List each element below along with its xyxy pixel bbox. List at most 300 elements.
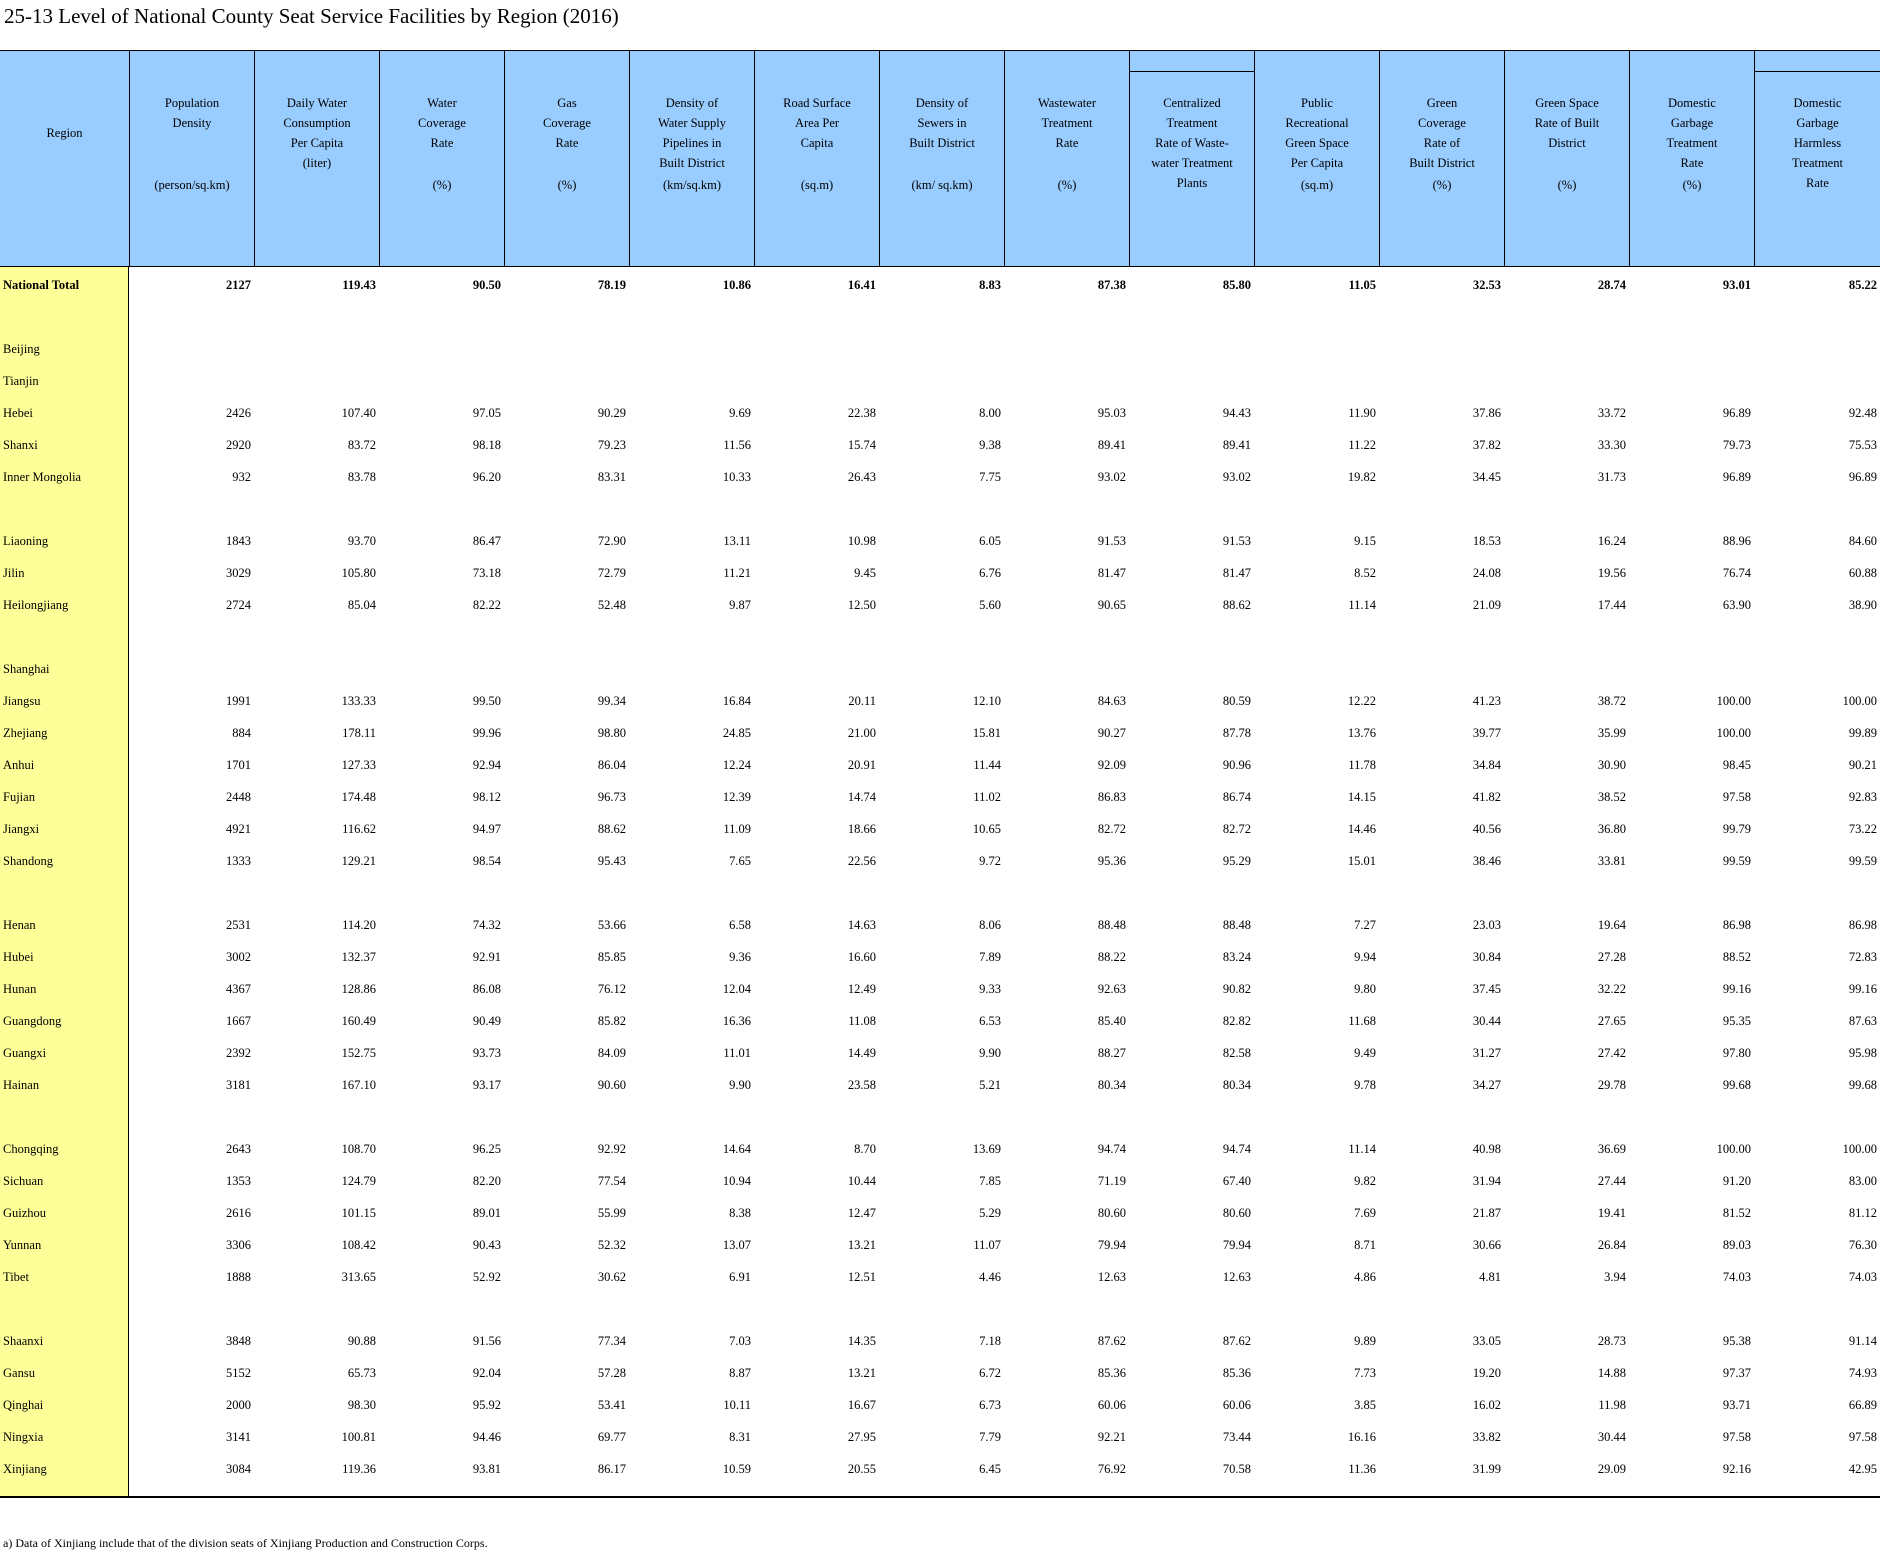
cell-sewer-density: 5.60 bbox=[979, 598, 1001, 612]
cell-green-space: 15.01 bbox=[1347, 854, 1376, 868]
cell-green-space: 11.78 bbox=[1348, 758, 1376, 772]
cell-sewer-density: 7.75 bbox=[979, 470, 1001, 484]
cell-green-space-rate: 28.73 bbox=[1597, 1334, 1626, 1348]
cell-sewer-density: 7.89 bbox=[979, 950, 1001, 964]
cell-road-area: 14.35 bbox=[847, 1334, 876, 1348]
cell-garbage-rate: 99.79 bbox=[1722, 822, 1751, 836]
cell-garbage-harmless: 95.98 bbox=[1848, 1046, 1877, 1060]
cell-garbage-rate: 93.01 bbox=[1722, 278, 1751, 292]
cell-centralized-rate: 87.62 bbox=[1222, 1334, 1251, 1348]
cell-garbage-harmless: 99.68 bbox=[1848, 1078, 1877, 1092]
region-label: Gansu bbox=[3, 1366, 35, 1380]
cell-water-pipe-density: 10.86 bbox=[722, 278, 751, 292]
cell-garbage-rate: 79.73 bbox=[1722, 438, 1751, 452]
cell-water-pipe-density: 10.94 bbox=[722, 1174, 751, 1188]
cell-green-space-rate: 3.94 bbox=[1604, 1270, 1626, 1284]
cell-garbage-harmless: 76.30 bbox=[1848, 1238, 1877, 1252]
cell-green-space-rate: 28.74 bbox=[1597, 278, 1626, 292]
cell-green-coverage: 31.27 bbox=[1472, 1046, 1501, 1060]
region-label: Shanghai bbox=[3, 662, 50, 676]
cell-pop-density: 3306 bbox=[226, 1238, 251, 1252]
column-header-pop-density bbox=[129, 51, 254, 266]
cell-sewer-density: 8.00 bbox=[979, 406, 1001, 420]
table-row bbox=[0, 333, 1880, 365]
table-row bbox=[0, 909, 1880, 941]
cell-sewer-density: 6.72 bbox=[979, 1366, 1001, 1380]
cell-pop-density: 2643 bbox=[226, 1142, 251, 1156]
region-label: Jiangsu bbox=[3, 694, 41, 708]
region-label: Chongqing bbox=[3, 1142, 59, 1156]
cell-wastewater-rate: 80.34 bbox=[1097, 1078, 1126, 1092]
table-row bbox=[0, 1133, 1880, 1165]
cell-sewer-density: 10.65 bbox=[972, 822, 1001, 836]
cell-green-coverage: 40.56 bbox=[1472, 822, 1501, 836]
cell-road-area: 13.21 bbox=[847, 1238, 876, 1252]
cell-garbage-harmless: 72.83 bbox=[1848, 950, 1877, 964]
column-header-unit: (km/sq.km) bbox=[663, 178, 721, 192]
cell-garbage-rate: 93.71 bbox=[1722, 1398, 1751, 1412]
cell-water-coverage: 82.22 bbox=[472, 598, 501, 612]
table-body bbox=[0, 267, 1880, 1498]
cell-green-coverage: 23.03 bbox=[1472, 918, 1501, 932]
cell-gas-coverage: 84.09 bbox=[597, 1046, 626, 1060]
column-header-garbage-rate bbox=[1629, 51, 1754, 266]
cell-pop-density: 1701 bbox=[226, 758, 251, 772]
cell-green-coverage: 40.98 bbox=[1472, 1142, 1501, 1156]
cell-green-coverage: 34.84 bbox=[1472, 758, 1501, 772]
table-row bbox=[0, 717, 1880, 749]
cell-road-area: 26.43 bbox=[847, 470, 876, 484]
cell-water-pipe-density: 11.56 bbox=[723, 438, 751, 452]
cell-centralized-rate: 80.60 bbox=[1222, 1206, 1251, 1220]
cell-garbage-harmless: 100.00 bbox=[1842, 694, 1877, 708]
cell-gas-coverage: 72.90 bbox=[597, 534, 626, 548]
cell-garbage-rate: 74.03 bbox=[1722, 1270, 1751, 1284]
cell-wastewater-rate: 92.21 bbox=[1097, 1430, 1126, 1444]
cell-green-space-rate: 14.88 bbox=[1597, 1366, 1626, 1380]
cell-garbage-harmless: 96.89 bbox=[1848, 470, 1877, 484]
column-header-unit: (%) bbox=[1682, 178, 1702, 192]
cell-road-area: 18.66 bbox=[847, 822, 876, 836]
cell-green-space: 9.78 bbox=[1354, 1078, 1376, 1092]
cell-sewer-density: 11.44 bbox=[973, 758, 1001, 772]
cell-garbage-rate: 99.16 bbox=[1722, 982, 1751, 996]
cell-gas-coverage: 69.77 bbox=[597, 1430, 626, 1444]
cell-pop-density: 3181 bbox=[226, 1078, 251, 1092]
cell-pop-density: 1991 bbox=[226, 694, 251, 708]
cell-sewer-density: 7.18 bbox=[979, 1334, 1001, 1348]
cell-green-space-rate: 27.28 bbox=[1597, 950, 1626, 964]
cell-sewer-density: 11.07 bbox=[973, 1238, 1001, 1252]
cell-road-area: 14.63 bbox=[847, 918, 876, 932]
cell-water-coverage: 98.18 bbox=[472, 438, 501, 452]
cell-water-coverage: 91.56 bbox=[472, 1334, 501, 1348]
cell-green-coverage: 24.08 bbox=[1472, 566, 1501, 580]
cell-water-consumption: 313.65 bbox=[341, 1270, 376, 1284]
cell-garbage-harmless: 84.60 bbox=[1848, 534, 1877, 548]
cell-water-consumption: 90.88 bbox=[347, 1334, 376, 1348]
cell-gas-coverage: 83.31 bbox=[597, 470, 626, 484]
cell-wastewater-rate: 94.74 bbox=[1097, 1142, 1126, 1156]
cell-green-coverage: 37.86 bbox=[1472, 406, 1501, 420]
cell-sewer-density: 7.79 bbox=[979, 1430, 1001, 1444]
region-label: Hunan bbox=[3, 982, 37, 996]
cell-centralized-rate: 82.58 bbox=[1222, 1046, 1251, 1060]
region-label: Hubei bbox=[3, 950, 34, 964]
column-header-label: Public Recreational Green Space Per Capita bbox=[1285, 96, 1349, 170]
cell-water-coverage: 99.50 bbox=[472, 694, 501, 708]
cell-water-coverage: 89.01 bbox=[472, 1206, 501, 1220]
cell-garbage-rate: 97.37 bbox=[1722, 1366, 1751, 1380]
region-label: Fujian bbox=[3, 790, 35, 804]
table-row bbox=[0, 1165, 1880, 1197]
cell-pop-density: 3002 bbox=[226, 950, 251, 964]
cell-green-space-rate: 30.44 bbox=[1597, 1430, 1626, 1444]
cell-green-coverage: 34.27 bbox=[1472, 1078, 1501, 1092]
cell-green-space-rate: 16.24 bbox=[1597, 534, 1626, 548]
cell-wastewater-rate: 87.62 bbox=[1097, 1334, 1126, 1348]
cell-road-area: 16.67 bbox=[847, 1398, 876, 1412]
column-header-label: Population Density bbox=[164, 96, 220, 130]
column-header-region bbox=[0, 51, 129, 266]
cell-pop-density: 2724 bbox=[226, 598, 251, 612]
cell-garbage-harmless: 99.59 bbox=[1848, 854, 1877, 868]
cell-gas-coverage: 92.92 bbox=[597, 1142, 626, 1156]
cell-pop-density: 1353 bbox=[226, 1174, 251, 1188]
cell-road-area: 11.08 bbox=[848, 1014, 876, 1028]
cell-green-space: 11.14 bbox=[1348, 1142, 1376, 1156]
cell-water-consumption: 178.11 bbox=[342, 726, 376, 740]
cell-sewer-density: 15.81 bbox=[972, 726, 1001, 740]
cell-green-space: 12.22 bbox=[1347, 694, 1376, 708]
cell-centralized-rate: 85.80 bbox=[1222, 278, 1251, 292]
cell-wastewater-rate: 90.65 bbox=[1097, 598, 1126, 612]
cell-garbage-harmless: 97.58 bbox=[1848, 1430, 1877, 1444]
cell-sewer-density: 5.21 bbox=[979, 1078, 1001, 1092]
cell-road-area: 12.47 bbox=[847, 1206, 876, 1220]
cell-water-consumption: 119.36 bbox=[342, 1462, 376, 1476]
cell-garbage-rate: 63.90 bbox=[1722, 598, 1751, 612]
cell-garbage-rate: 96.89 bbox=[1722, 406, 1751, 420]
region-label: Tianjin bbox=[3, 374, 39, 388]
cell-garbage-harmless: 83.00 bbox=[1848, 1174, 1877, 1188]
cell-garbage-rate: 100.00 bbox=[1716, 726, 1751, 740]
cell-garbage-harmless: 87.63 bbox=[1848, 1014, 1877, 1028]
region-label: Hebei bbox=[3, 406, 33, 420]
cell-water-coverage: 86.08 bbox=[472, 982, 501, 996]
table-row bbox=[0, 1453, 1880, 1485]
total-row bbox=[0, 269, 1880, 301]
cell-gas-coverage: 85.82 bbox=[597, 1014, 626, 1028]
table-row bbox=[0, 1037, 1880, 1069]
column-header-unit: (%) bbox=[1057, 178, 1077, 192]
cell-garbage-rate: 99.59 bbox=[1722, 854, 1751, 868]
column-header-water-coverage bbox=[379, 51, 504, 266]
column-header-gas-coverage bbox=[504, 51, 629, 266]
cell-garbage-harmless: 90.21 bbox=[1848, 758, 1877, 772]
cell-water-coverage: 96.25 bbox=[472, 1142, 501, 1156]
cell-centralized-rate: 89.41 bbox=[1222, 438, 1251, 452]
cell-wastewater-rate: 92.63 bbox=[1097, 982, 1126, 996]
cell-pop-density: 2920 bbox=[226, 438, 251, 452]
cell-garbage-harmless: 100.00 bbox=[1842, 1142, 1877, 1156]
column-header-label: Green Coverage Rate of Built District bbox=[1409, 96, 1475, 170]
cell-garbage-rate: 76.74 bbox=[1722, 566, 1751, 580]
table-row bbox=[0, 1229, 1880, 1261]
cell-green-space-rate: 29.78 bbox=[1597, 1078, 1626, 1092]
cell-green-space-rate: 38.52 bbox=[1597, 790, 1626, 804]
cell-green-space: 11.22 bbox=[1348, 438, 1376, 452]
cell-water-pipe-density: 8.87 bbox=[729, 1366, 751, 1380]
table-row bbox=[0, 813, 1880, 845]
cell-pop-density: 2448 bbox=[226, 790, 251, 804]
cell-water-pipe-density: 7.65 bbox=[729, 854, 751, 868]
cell-water-consumption: 116.62 bbox=[342, 822, 376, 836]
cell-wastewater-rate: 85.36 bbox=[1097, 1366, 1126, 1380]
cell-wastewater-rate: 79.94 bbox=[1097, 1238, 1126, 1252]
cell-green-space-rate: 30.90 bbox=[1597, 758, 1626, 772]
cell-water-pipe-density: 24.85 bbox=[722, 726, 751, 740]
cell-wastewater-rate: 81.47 bbox=[1097, 566, 1126, 580]
cell-centralized-rate: 88.48 bbox=[1222, 918, 1251, 932]
cell-road-area: 20.11 bbox=[848, 694, 876, 708]
cell-garbage-rate: 86.98 bbox=[1722, 918, 1751, 932]
cell-road-area: 14.74 bbox=[847, 790, 876, 804]
table-row bbox=[0, 685, 1880, 717]
cell-centralized-rate: 67.40 bbox=[1222, 1174, 1251, 1188]
cell-water-pipe-density: 9.36 bbox=[729, 950, 751, 964]
cell-water-coverage: 73.18 bbox=[472, 566, 501, 580]
cell-centralized-rate: 80.59 bbox=[1222, 694, 1251, 708]
cell-centralized-rate: 80.34 bbox=[1222, 1078, 1251, 1092]
cell-road-area: 20.55 bbox=[847, 1462, 876, 1476]
cell-water-consumption: 124.79 bbox=[341, 1174, 376, 1188]
column-header-label: Density of Water Supply Pipelines in Built District bbox=[657, 96, 727, 170]
cell-gas-coverage: 72.79 bbox=[597, 566, 626, 580]
cell-green-space-rate: 38.72 bbox=[1597, 694, 1626, 708]
column-header-centralized-rate bbox=[1129, 51, 1254, 266]
cell-gas-coverage: 88.62 bbox=[597, 822, 626, 836]
cell-road-area: 21.00 bbox=[847, 726, 876, 740]
region-label: National Total bbox=[3, 278, 80, 292]
cell-sewer-density: 13.69 bbox=[972, 1142, 1001, 1156]
cell-water-coverage: 90.43 bbox=[472, 1238, 501, 1252]
cell-sewer-density: 6.53 bbox=[979, 1014, 1001, 1028]
column-header-label: Region bbox=[46, 126, 83, 140]
cell-pop-density: 3141 bbox=[226, 1430, 251, 1444]
cell-garbage-rate: 100.00 bbox=[1716, 1142, 1751, 1156]
cell-green-space: 14.15 bbox=[1347, 790, 1376, 804]
cell-road-area: 16.60 bbox=[847, 950, 876, 964]
cell-garbage-harmless: 38.90 bbox=[1848, 598, 1877, 612]
cell-water-pipe-density: 8.38 bbox=[729, 1206, 751, 1220]
cell-road-area: 15.74 bbox=[847, 438, 876, 452]
cell-road-area: 14.49 bbox=[847, 1046, 876, 1060]
cell-water-pipe-density: 8.31 bbox=[729, 1430, 751, 1444]
cell-wastewater-rate: 80.60 bbox=[1097, 1206, 1126, 1220]
cell-pop-density: 1333 bbox=[226, 854, 251, 868]
cell-garbage-harmless: 92.48 bbox=[1848, 406, 1877, 420]
cell-water-coverage: 92.04 bbox=[472, 1366, 501, 1380]
cell-green-coverage: 33.05 bbox=[1472, 1334, 1501, 1348]
cell-centralized-rate: 88.62 bbox=[1222, 598, 1251, 612]
cell-pop-density: 3029 bbox=[226, 566, 251, 580]
column-header-unit: (%) bbox=[1557, 178, 1577, 192]
data-table bbox=[0, 50, 1880, 1498]
column-header-water-consumption bbox=[254, 51, 379, 266]
cell-garbage-harmless: 74.93 bbox=[1848, 1366, 1877, 1380]
column-header-unit: (person/sq.km) bbox=[154, 178, 230, 192]
cell-water-pipe-density: 11.21 bbox=[723, 566, 751, 580]
cell-pop-density: 1888 bbox=[226, 1270, 251, 1284]
cell-green-coverage: 31.94 bbox=[1472, 1174, 1501, 1188]
cell-water-pipe-density: 9.69 bbox=[729, 406, 751, 420]
cell-pop-density: 3084 bbox=[226, 1462, 251, 1476]
cell-pop-density: 5152 bbox=[226, 1366, 251, 1380]
cell-water-consumption: 65.73 bbox=[347, 1366, 376, 1380]
cell-green-space: 19.82 bbox=[1347, 470, 1376, 484]
cell-wastewater-rate: 82.72 bbox=[1097, 822, 1126, 836]
cell-water-pipe-density: 16.36 bbox=[722, 1014, 751, 1028]
table-row bbox=[0, 653, 1880, 685]
cell-green-coverage: 21.87 bbox=[1472, 1206, 1501, 1220]
cell-centralized-rate: 90.96 bbox=[1222, 758, 1251, 772]
cell-wastewater-rate: 93.02 bbox=[1097, 470, 1126, 484]
table-row bbox=[0, 1325, 1880, 1357]
cell-green-space: 9.80 bbox=[1354, 982, 1376, 996]
cell-sewer-density: 6.76 bbox=[979, 566, 1001, 580]
cell-water-coverage: 98.54 bbox=[472, 854, 501, 868]
region-label: Jiangxi bbox=[3, 822, 40, 836]
cell-green-space-rate: 31.73 bbox=[1597, 470, 1626, 484]
cell-gas-coverage: 30.62 bbox=[597, 1270, 626, 1284]
cell-garbage-rate: 91.20 bbox=[1722, 1174, 1751, 1188]
cell-garbage-rate: 95.38 bbox=[1722, 1334, 1751, 1348]
cell-green-space-rate: 27.65 bbox=[1597, 1014, 1626, 1028]
cell-green-space-rate: 19.56 bbox=[1597, 566, 1626, 580]
cell-green-space-rate: 19.41 bbox=[1597, 1206, 1626, 1220]
cell-sewer-density: 9.33 bbox=[979, 982, 1001, 996]
cell-gas-coverage: 78.19 bbox=[597, 278, 626, 292]
cell-garbage-harmless: 91.14 bbox=[1848, 1334, 1877, 1348]
region-label: Inner Mongolia bbox=[3, 470, 82, 484]
table-row bbox=[0, 749, 1880, 781]
cell-garbage-rate: 97.58 bbox=[1722, 790, 1751, 804]
cell-green-coverage: 37.45 bbox=[1472, 982, 1501, 996]
cell-water-pipe-density: 14.64 bbox=[722, 1142, 751, 1156]
cell-road-area: 27.95 bbox=[847, 1430, 876, 1444]
table-row bbox=[0, 1069, 1880, 1101]
cell-green-space: 9.49 bbox=[1354, 1046, 1376, 1060]
cell-pop-density: 1843 bbox=[226, 534, 251, 548]
cell-gas-coverage: 55.99 bbox=[597, 1206, 626, 1220]
cell-centralized-rate: 81.47 bbox=[1222, 566, 1251, 580]
cell-green-space-rate: 27.42 bbox=[1597, 1046, 1626, 1060]
region-label: Hainan bbox=[3, 1078, 40, 1092]
cell-water-consumption: 119.43 bbox=[342, 278, 376, 292]
cell-water-consumption: 93.70 bbox=[347, 534, 376, 548]
cell-water-consumption: 114.20 bbox=[342, 918, 376, 932]
cell-garbage-rate: 97.80 bbox=[1722, 1046, 1751, 1060]
region-label: Yunnan bbox=[3, 1238, 42, 1252]
cell-green-coverage: 18.53 bbox=[1472, 534, 1501, 548]
column-header-unit: (sq.m) bbox=[1300, 178, 1334, 192]
cell-road-area: 9.45 bbox=[854, 566, 876, 580]
cell-centralized-rate: 90.82 bbox=[1222, 982, 1251, 996]
cell-green-space: 13.76 bbox=[1347, 726, 1376, 740]
cell-garbage-rate: 95.35 bbox=[1722, 1014, 1751, 1028]
table-row bbox=[0, 781, 1880, 813]
cell-centralized-rate: 94.43 bbox=[1222, 406, 1251, 420]
cell-water-consumption: 152.75 bbox=[341, 1046, 376, 1060]
cell-green-space: 7.73 bbox=[1354, 1366, 1376, 1380]
cell-green-space: 9.89 bbox=[1354, 1334, 1376, 1348]
cell-pop-density: 2000 bbox=[226, 1398, 251, 1412]
cell-green-space-rate: 35.99 bbox=[1597, 726, 1626, 740]
cell-pop-density: 4367 bbox=[226, 982, 251, 996]
cell-water-pipe-density: 11.01 bbox=[723, 1046, 751, 1060]
cell-wastewater-rate: 92.09 bbox=[1097, 758, 1126, 772]
cell-wastewater-rate: 76.92 bbox=[1097, 1462, 1126, 1476]
cell-pop-density: 884 bbox=[232, 726, 251, 740]
cell-green-space: 11.68 bbox=[1348, 1014, 1376, 1028]
table-row bbox=[0, 973, 1880, 1005]
cell-green-space: 11.05 bbox=[1348, 278, 1376, 292]
cell-water-consumption: 174.48 bbox=[341, 790, 376, 804]
cell-sewer-density: 6.73 bbox=[979, 1398, 1001, 1412]
cell-green-coverage: 16.02 bbox=[1472, 1398, 1501, 1412]
column-header-green-coverage bbox=[1379, 51, 1504, 266]
cell-pop-density: 2616 bbox=[226, 1206, 251, 1220]
cell-water-consumption: 160.49 bbox=[341, 1014, 376, 1028]
cell-water-pipe-density: 10.59 bbox=[722, 1462, 751, 1476]
cell-gas-coverage: 53.66 bbox=[597, 918, 626, 932]
cell-centralized-rate: 93.02 bbox=[1222, 470, 1251, 484]
table-row bbox=[0, 429, 1880, 461]
cell-centralized-rate: 73.44 bbox=[1222, 1430, 1251, 1444]
cell-centralized-rate: 94.74 bbox=[1222, 1142, 1251, 1156]
table-title: 25-13 Level of National County Seat Service Facilities by Region (2016) bbox=[4, 4, 619, 28]
cell-sewer-density: 4.46 bbox=[979, 1270, 1001, 1284]
cell-centralized-rate: 87.78 bbox=[1222, 726, 1251, 740]
cell-road-area: 12.49 bbox=[847, 982, 876, 996]
cell-pop-density: 2392 bbox=[226, 1046, 251, 1060]
cell-water-pipe-density: 13.11 bbox=[723, 534, 751, 548]
cell-garbage-rate: 89.03 bbox=[1722, 1238, 1751, 1252]
cell-water-consumption: 105.80 bbox=[341, 566, 376, 580]
cell-water-pipe-density: 10.33 bbox=[722, 470, 751, 484]
cell-gas-coverage: 77.54 bbox=[597, 1174, 626, 1188]
cell-pop-density: 4921 bbox=[226, 822, 251, 836]
cell-garbage-rate: 100.00 bbox=[1716, 694, 1751, 708]
cell-sewer-density: 11.02 bbox=[973, 790, 1001, 804]
cell-green-space: 9.94 bbox=[1354, 950, 1376, 964]
region-label: Guizhou bbox=[3, 1206, 47, 1220]
column-header-green-space bbox=[1254, 51, 1379, 266]
cell-sewer-density: 8.83 bbox=[979, 278, 1001, 292]
table-row bbox=[0, 1261, 1880, 1293]
cell-water-coverage: 90.49 bbox=[472, 1014, 501, 1028]
cell-water-coverage: 93.81 bbox=[472, 1462, 501, 1476]
cell-garbage-harmless: 81.12 bbox=[1848, 1206, 1877, 1220]
cell-sewer-density: 6.05 bbox=[979, 534, 1001, 548]
cell-water-pipe-density: 7.03 bbox=[729, 1334, 751, 1348]
cell-pop-density: 2531 bbox=[226, 918, 251, 932]
cell-wastewater-rate: 91.53 bbox=[1097, 534, 1126, 548]
column-header-label: Domestic Garbage Harmless Treatment Rate bbox=[1792, 96, 1843, 190]
column-header-garbage-harmless bbox=[1754, 51, 1880, 266]
table-row bbox=[0, 397, 1880, 429]
